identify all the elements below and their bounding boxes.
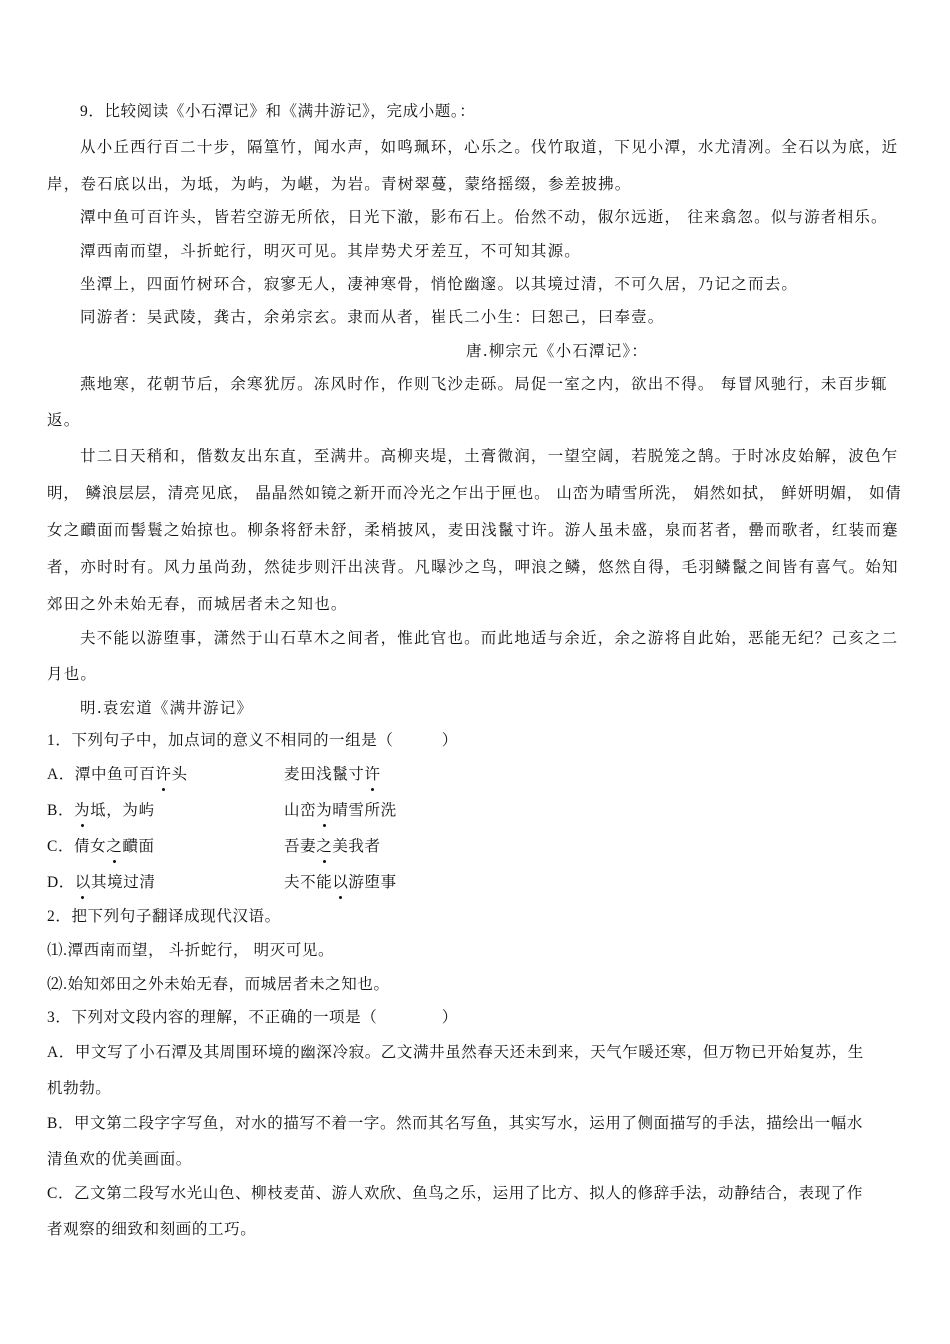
q2-sentence-2: ⑵.始知郊田之外未始无春，而城居者未之知也。 <box>47 976 390 993</box>
emphasis-dot-word: 以 <box>332 874 349 891</box>
jia-para5: 同游者：吴武陵，龚古，余弟宗玄。隶而从者，崔氏二小生：曰恕己，曰奉壹。 <box>80 308 665 326</box>
option-label: A． <box>47 766 75 783</box>
q3-option-b-line1[interactable]: B．甲文第二段字字写鱼，对水的描写不着一字。然而其名写鱼，其实写水，运用了侧面描写的手法，描绘出一幅水 <box>47 1115 863 1132</box>
jia-para1-line1: 从小丘西行百二十步，隔篁竹，闻水声，如鸣珮环，心乐之。伐竹取道，下见小潭，水尤清冽。全石以为底，近 <box>80 138 899 156</box>
option-label: D． <box>47 874 75 891</box>
q3-option-c-line2[interactable]: 者观察的细致和刻画的工巧。 <box>47 1221 257 1238</box>
q3-stem: 3．下列对文段内容的理解，不正确的一项是（ ） <box>47 1009 458 1026</box>
q2-stem: 2．把下列句子翻译成现代汉语。 <box>47 908 281 925</box>
q1-option-d-right: 夫不能以游堕事 <box>284 874 397 891</box>
yi-para2-line5: 郊田之外未始无春，而城居者未之知也。 <box>47 595 348 613</box>
jia-para1-line2: 岸，卷石底以出，为坻，为屿，为嵁，为岩。青树翠蔓，蒙络摇缀，参差披拂。 <box>47 175 632 193</box>
emphasis-dot-word: 之 <box>106 838 123 855</box>
question-9-heading: 9．比较阅读《小石潭记》和《满井游记》，完成小题。： <box>80 103 476 120</box>
jia-para3: 潭西南而望，斗折蛇行，明灭可见。其岸势犬牙差互，不可知其源。 <box>80 242 582 260</box>
emphasis-dot-word: 许 <box>364 766 381 783</box>
q2-sentence-1: ⑴.潭西南而望， 斗折蛇行， 明灭可见。 <box>47 942 335 959</box>
yi-para2-line4: 者，亦时时有。风力虽尚劲，然徒步则汗出浃背。凡曝沙之鸟，呷浪之鳞，悠然自得，毛羽鳞鬣之间皆有喜气。始知 <box>47 558 899 576</box>
q3-option-a-line2[interactable]: 机勃勃。 <box>47 1080 112 1097</box>
q1-option-a-right: 麦田浅鬣寸许 <box>284 766 381 783</box>
emphasis-dot-word: 为 <box>74 802 91 819</box>
yi-para2-line2: 明， 鳞浪层层，清亮见底， 晶晶然如镜之新开而冷光之乍出于匣也。 山峦为晴雪所洗， 娟然如拭， 鲜妍明媚， 如倩 <box>47 484 902 502</box>
yi-para2-line3: 女之靧面而髻鬟之始掠也。柳条将舒未舒，柔梢披风，麦田浅鬣寸许。游人虽未盛，泉而茗者，罍而歌者，红装而蹇 <box>47 521 899 539</box>
q1-option-c[interactable]: C．倩女之靧面 吾妻之美我者 <box>47 838 381 855</box>
jia-para2: 潭中鱼可百许头，皆若空游无所依，日光下澈，影布石上。佁然不动，俶尔远逝， 往来翕忽。似与游者相乐。 <box>80 208 888 226</box>
yi-para1-line2: 返。 <box>47 411 81 429</box>
yi-para2-line1: 廿二日天稍和，偕数友出东直，至满井。高柳夹堤，土膏微润，一望空阔，若脱笼之鹄。于时冰皮始解，波色乍 <box>80 447 899 465</box>
q3-option-c-line1[interactable]: C．乙文第二段写水光山色、柳枝麦苗、游人欢欣、鱼鸟之乐，运用了比方、拟人的修辞手法，动静结合，表现了作 <box>47 1185 863 1202</box>
q3-option-b-line2[interactable]: 清鱼欢的优美画面。 <box>47 1151 192 1168</box>
q1-stem: 1．下列句子中，加点词的意义不相同的一组是（ ） <box>47 732 458 749</box>
yi-source: 明.袁宏道《满井游记》 <box>80 699 254 717</box>
jia-source: 唐.柳宗元《小石潭记》： <box>466 342 649 360</box>
option-label: B． <box>47 802 75 819</box>
q3-option-a-line1[interactable]: A．甲文写了小石潭及其周围环境的幽深冷寂。乙文满井虽然春天还未到来，天气乍暖还寒，但万物已开始复苏，生 <box>47 1044 864 1061</box>
option-label: C． <box>47 838 75 855</box>
q1-option-c-right: 吾妻之美我者 <box>284 838 381 855</box>
q1-option-a[interactable]: A．潭中鱼可百许头 麦田浅鬣寸许 <box>47 766 381 783</box>
q1-option-b[interactable]: B．为坻，为屿 山峦为晴雪所洗 <box>47 802 397 819</box>
q1-option-b-right: 山峦为晴雪所洗 <box>284 802 397 819</box>
emphasis-dot-word: 之 <box>316 838 333 855</box>
yi-para3-line1: 夫不能以游堕事，潇然于山石草木之间者，惟此官也。而此地适与余近，余之游将自此始，恶能无纪？己亥之二 <box>80 629 899 647</box>
jia-para4: 坐潭上，四面竹树环合，寂寥无人，凄神寒骨，悄怆幽邃。以其境过清，不可久居，乃记之而去。 <box>80 275 799 293</box>
q1-option-d[interactable]: D．以其境过清 夫不能以游堕事 <box>47 874 397 891</box>
emphasis-dot-word: 许 <box>155 766 172 783</box>
yi-para3-line2: 月也。 <box>47 665 98 683</box>
emphasis-dot-word: 为 <box>316 802 333 819</box>
emphasis-dot-word: 以 <box>74 874 92 891</box>
yi-para1-line1: 燕地寒，花朝节后，余寒犹厉。冻风时作，作则飞沙走砾。局促一室之内，欲出不得。 每冒风驰行，未百步辄 <box>80 375 888 393</box>
